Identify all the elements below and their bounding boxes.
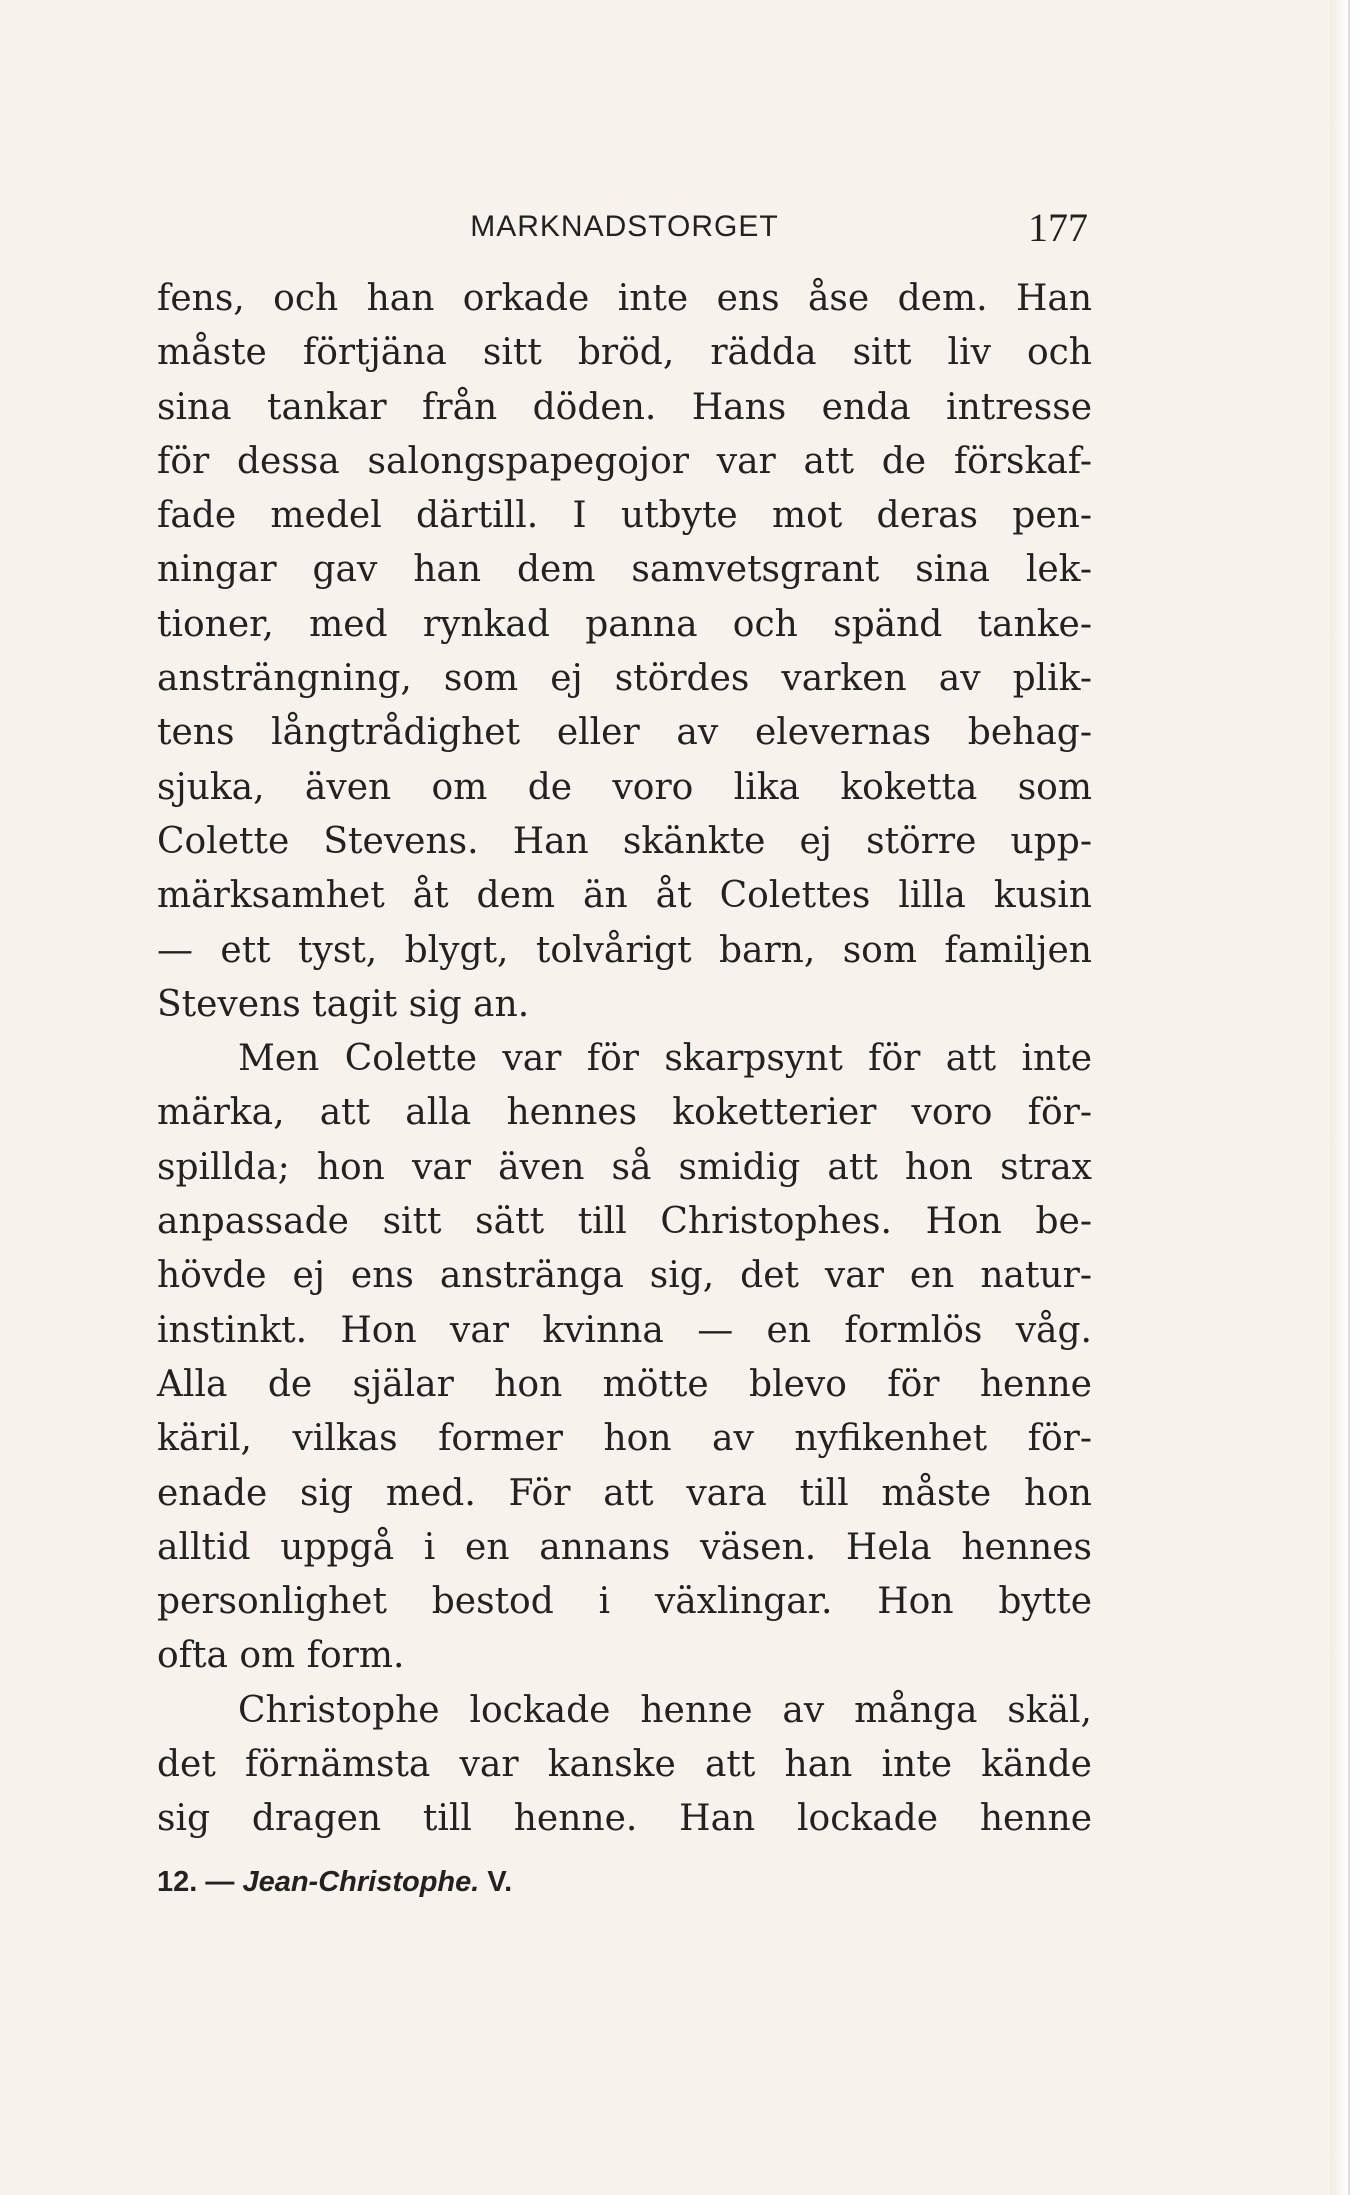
text-line: spillda; hon var även så smidig att hon strax — [157, 1146, 1092, 1188]
text-line: märksamhet åt dem än åt Colettes lilla kusin — [157, 875, 1092, 917]
text-line: tens långtrådighet eller av elevernas behag- — [157, 712, 1092, 754]
running-head: MARKNADSTORGET — [470, 210, 779, 243]
text-line: sjuka, även om de voro lika koketta som — [157, 766, 1092, 808]
text-line: sina tankar från döden. Hans enda intresse — [157, 386, 1092, 428]
text-line: Men Colette var för skarpsynt för att inte — [238, 1038, 1092, 1080]
text-line: anpassade sitt sätt till Christophes. Hon be- — [157, 1201, 1092, 1243]
page-number: 177 — [1028, 205, 1088, 250]
text-line: måste förtjäna sitt bröd, rädda sitt liv och — [157, 332, 1092, 374]
text-line: ofta om form. — [157, 1635, 405, 1677]
page-edge — [1330, 0, 1348, 2195]
text-line: — ett tyst, blygt, tolvårigt barn, som familjen — [157, 929, 1092, 971]
text-line: Christophe lockade henne av många skäl, — [238, 1689, 1092, 1731]
text-line: sig dragen till henne. Han lockade henne — [157, 1798, 1092, 1840]
text-line: Colette Stevens. Han skänkte ej större upp- — [157, 820, 1092, 862]
text-line: alltid uppgå i en annans väsen. Hela hennes — [157, 1526, 1092, 1568]
text-line: ansträngning, som ej stördes varken av plik- — [157, 658, 1092, 700]
text-line: käril, vilkas former hon av nyfikenhet för- — [157, 1418, 1092, 1460]
text-line: fade medel därtill. I utbyte mot deras pen- — [157, 495, 1092, 537]
text-line: instinkt. Hon var kvinna — en formlös våg. — [157, 1309, 1092, 1351]
text-line: enade sig med. För att vara till måste hon — [157, 1472, 1092, 1514]
text-line: tioner, med rynkad panna och spänd tanke- — [157, 603, 1092, 645]
text-line: fens, och han orkade inte ens åse dem. Han — [157, 278, 1092, 319]
signature-dash: — — [205, 1866, 235, 1898]
text-line: märka, att alla hennes koketterier voro för- — [157, 1092, 1092, 1134]
text-line: ningar gav han dem samvetsgrant sina lek- — [157, 549, 1092, 591]
text-line: hövde ej ens anstränga sig, det var en natur- — [157, 1255, 1092, 1297]
signature-mark — [157, 1866, 512, 1899]
text-line: Stevens tagit sig an. — [157, 983, 530, 1025]
signature-volume: V. — [487, 1866, 513, 1898]
text-line: det förnämsta var kanske att han inte kände — [157, 1744, 1092, 1786]
page-header — [157, 204, 1092, 258]
signature-number: 12. — [157, 1866, 198, 1898]
signature-title: Jean-Christophe. — [242, 1866, 480, 1898]
text-line: för dessa salongspapegojor var att de förskaf- — [157, 440, 1092, 482]
text-line: Alla de själar hon mötte blevo för henne — [157, 1363, 1092, 1405]
text-line: personlighet bestod i växlingar. Hon bytte — [157, 1581, 1092, 1623]
body-text — [157, 272, 1092, 1847]
